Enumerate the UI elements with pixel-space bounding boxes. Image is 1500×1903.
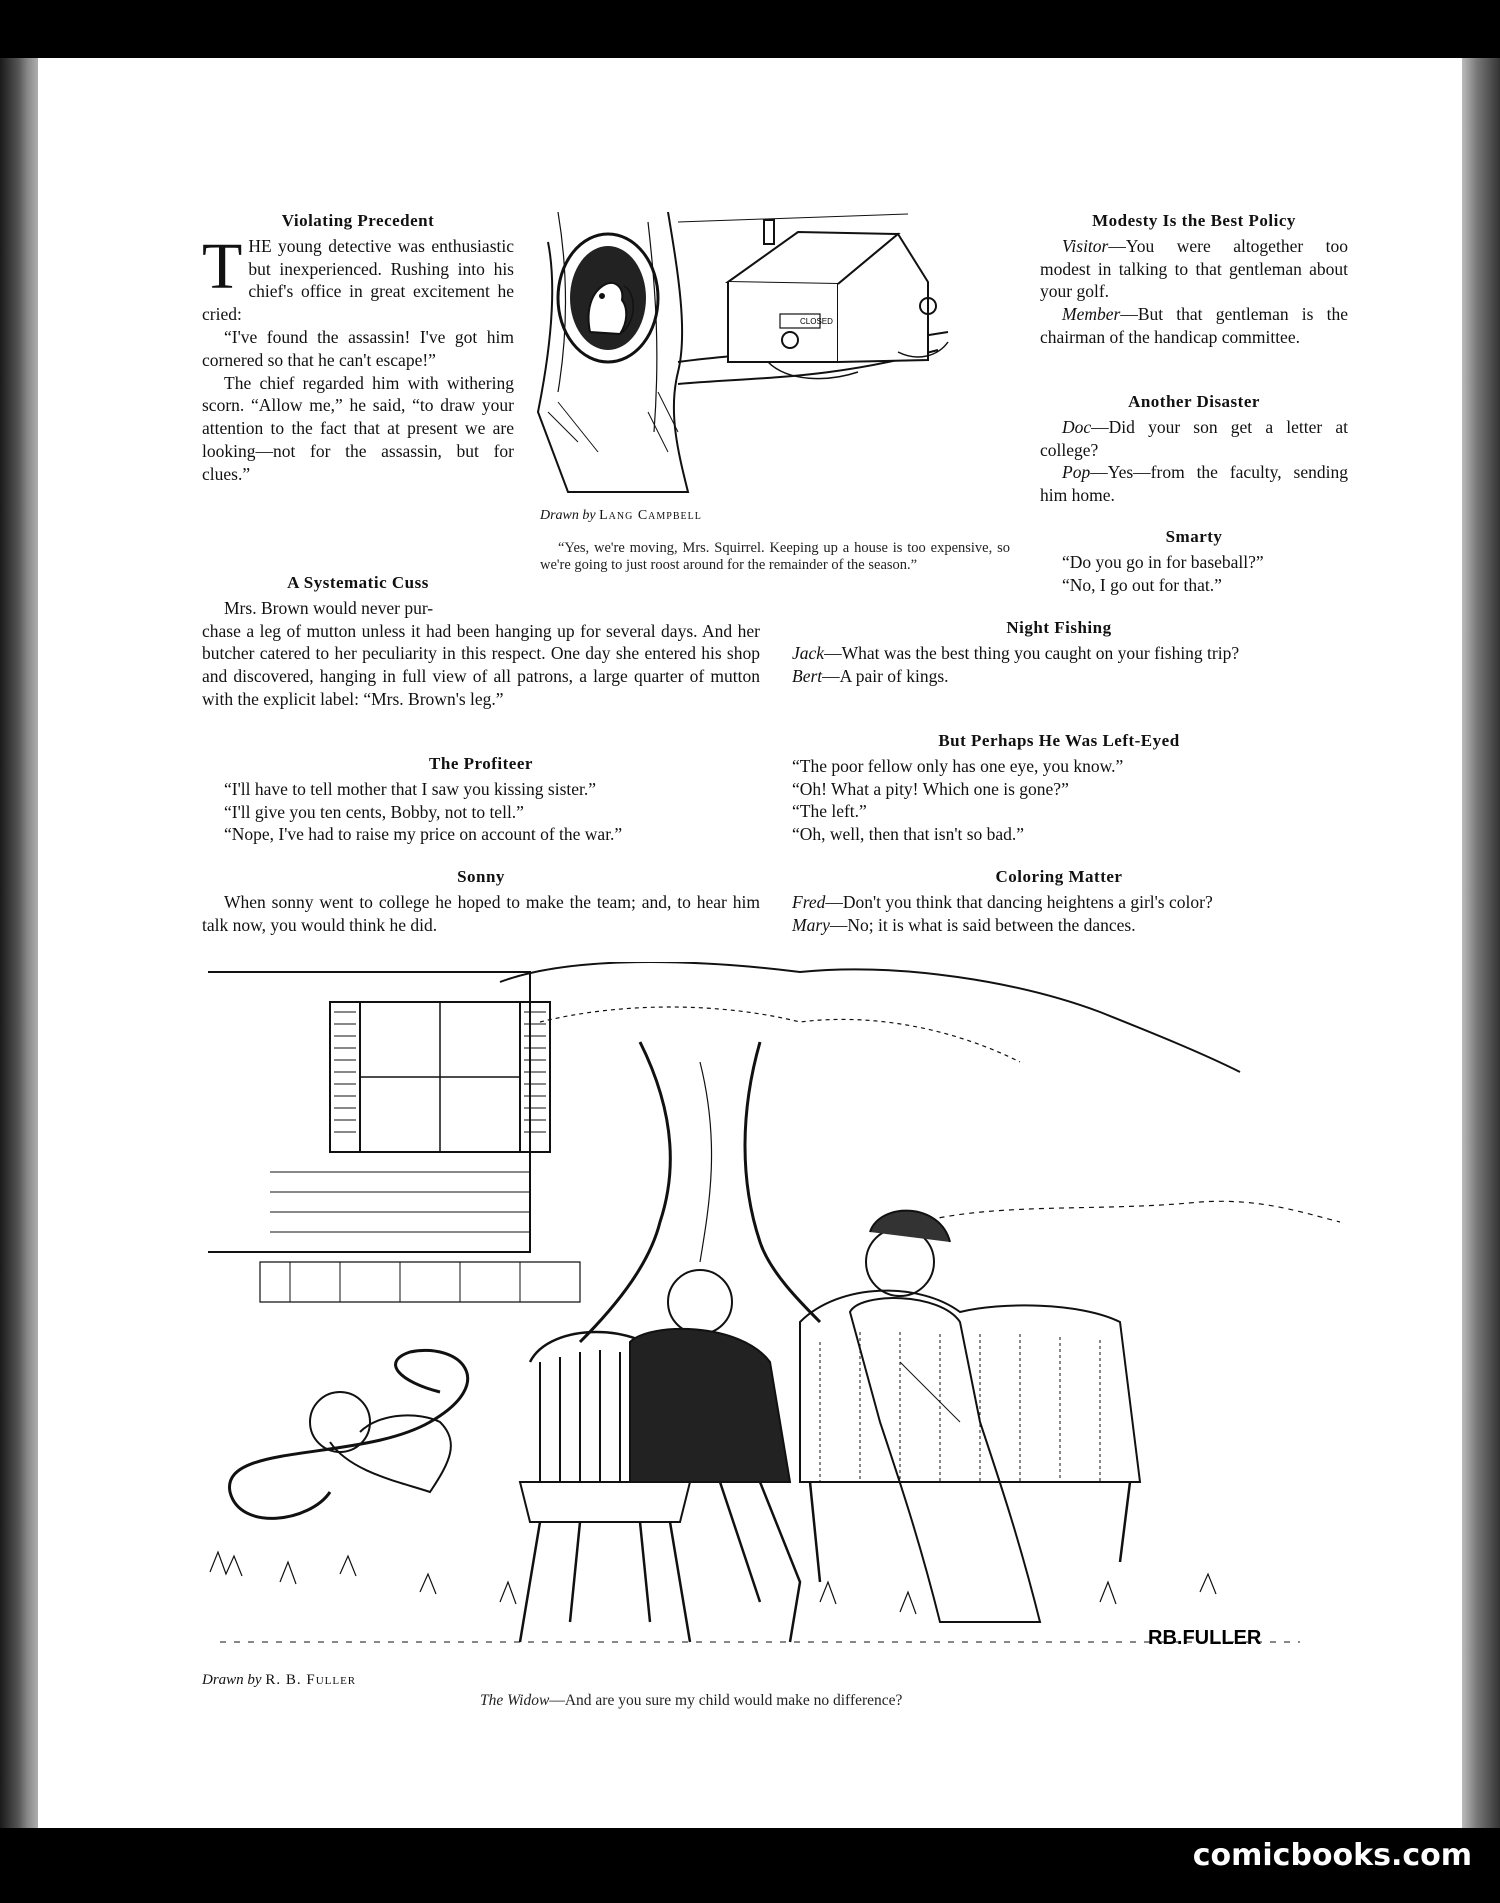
story-smarty [1040, 526, 1348, 596]
bottom-illustration-caption: The Widow—And are you sure my child would make no difference? [480, 1692, 903, 1709]
story-paragraph: When sonny went to college he hoped to make the team; and, to hear him talk now, you would think he did. [202, 891, 760, 935]
dialogue-line: “I'll have to tell mother that I saw you kissing sister.” [224, 778, 597, 799]
story-modesty [1040, 210, 1348, 349]
story-title: Night Fishing [1006, 618, 1112, 637]
dialogue-line: “Oh! What a pity! Which one is gone?” [792, 778, 1069, 799]
illustration-caption: “Yes, we're moving, Mrs. Squirrel. Keeping up a house is too expensive, so we're going to just roost around for the remainder of the season.” [540, 540, 1010, 573]
dialogue-line: Visitor—You were altogether too modest in talking to that gentleman about your golf. [1040, 235, 1348, 302]
story-paragraph: THE young detective was enthusiastic but inexperienced. Rushing into his chief's office in great excitement he cried: [202, 229, 514, 325]
story-title: But Perhaps He Was Left-Eyed [938, 731, 1180, 750]
dialogue-line: Pop—Yes—from the faculty, sending him home. [1040, 462, 1348, 506]
dialogue-line: “The poor fellow only has one eye, you know.” [792, 755, 1124, 776]
story-title: Violating Precedent [281, 211, 435, 230]
story-coloring-matter [770, 866, 1348, 936]
story-title: Coloring Matter [995, 867, 1123, 886]
dialogue-line: “I'll give you ten cents, Bobby, not to tell.” [224, 801, 524, 822]
story-title: A Systematic Cuss [287, 573, 429, 592]
dialogue-line: “Nope, I've had to raise my price on account of the war.” [224, 824, 623, 845]
story-sonny [202, 866, 760, 936]
story-systematic-cuss [202, 572, 760, 711]
dialogue-line: Bert—A pair of kings. [792, 665, 949, 686]
story-paragraph: The chief regarded him with withering scorn. “Allow me,” he said, “to draw your attention to the fact that at present we are looking—not for the assassin, but for clues.” [202, 372, 514, 484]
dialogue-line: “The left.” [792, 801, 867, 822]
drop-cap: T [202, 229, 243, 303]
story-title: Modesty Is the Best Policy [1092, 211, 1296, 230]
garden-scene-illustration [200, 962, 1350, 1662]
story-violating-precedent [202, 210, 514, 486]
story-another-disaster [1040, 391, 1348, 507]
bottom-illustration-credit: Drawn by R. B. Fuller [202, 1672, 357, 1688]
dialogue-line: Doc—Did your son get a letter at college? [1040, 416, 1348, 460]
story-paragraph: “I've found the assassin! I've got him cornered so that he can't escape!” [202, 326, 514, 370]
book-binding-right [1462, 58, 1500, 1828]
dialogue-line: Member—But that gentleman is the chairman of the handicap committee. [1040, 304, 1348, 347]
story-title: The Profiteer [429, 754, 533, 773]
story-paragraph: Mrs. Brown would never pur- [224, 597, 434, 618]
dialogue-line: “Do you go in for baseball?” [1062, 551, 1264, 572]
dialogue-line: Mary—No; it is what is said between the dances. [792, 914, 1136, 935]
story-title: Sonny [457, 867, 505, 886]
house-sign: CLOSED [800, 317, 833, 326]
dialogue-line: Fred—Don't you think that dancing heightens a girl's color? [792, 891, 1213, 912]
story-profiteer [202, 753, 760, 846]
dialogue-line: Jack—What was the best thing you caught on your fishing trip? [792, 642, 1240, 663]
story-title: Smarty [1165, 527, 1223, 546]
squirrel-tree-illustration [528, 212, 988, 500]
dialogue-line: “No, I go out for that.” [1062, 574, 1222, 595]
story-title: Another Disaster [1128, 392, 1260, 411]
dialogue-line: “Oh, well, then that isn't so bad.” [792, 824, 1025, 845]
illustration-credit: Drawn by Lang Campbell [540, 508, 702, 523]
story-night-fishing [770, 617, 1348, 687]
site-watermark: comicbooks.com [1192, 1838, 1472, 1873]
story-left-eyed [770, 730, 1348, 846]
artist-signature: RB.FULLER [1148, 1627, 1262, 1649]
story-paragraph: chase a leg of mutton unless it had been hanging up for several days. And her butcher catered to her peculiarity in this respect. One day she entered his shop and discovered, hanging in full view of all patrons, a large quarter of mutton with the explicit label: “Mrs. Brown's leg.” [202, 620, 760, 709]
